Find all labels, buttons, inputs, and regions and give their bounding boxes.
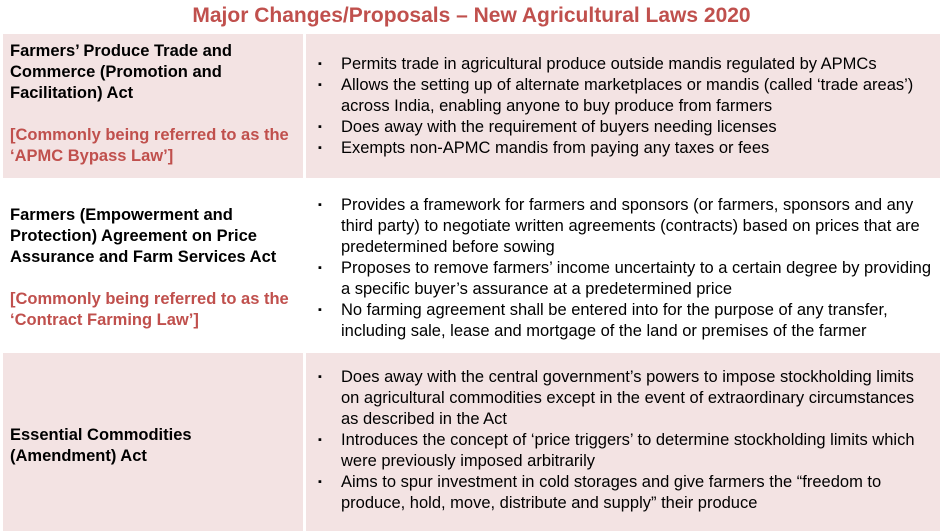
act-cell — [3, 34, 303, 178]
act-alias: [Commonly being referred to as the ‘Contract Farming Law’] — [10, 290, 289, 329]
table-row-apmc-bypass — [3, 34, 940, 178]
changes-list — [316, 195, 932, 342]
point-text: Provides a framework for farmers and sponsors (or farmers, sponsors and any third party) to negotiate written agreements (contracts) based on prices that are predetermined before sowing — [341, 196, 920, 256]
point-text: Allows the setting up of alternate marketplaces or mandis (called ‘trade areas’) across India, enabling anyone to buy produce from farmers — [341, 76, 914, 115]
bullet-icon: ▪ — [318, 262, 322, 274]
changes-cell — [306, 34, 940, 178]
list-item — [316, 138, 932, 159]
list-item — [316, 117, 932, 138]
point-text: Aims to spur investment in cold storages and give farmers the “freedom to produce, hold, move, distribute and supply” their produce — [341, 473, 882, 512]
table-row-contract-farming — [3, 181, 940, 350]
changes-list — [316, 54, 932, 159]
bullet-icon: ▪ — [318, 434, 322, 446]
changes-cell — [306, 353, 940, 531]
act-name: Farmers (Empowerment and Protection) Agreement on Price Assurance and Farm Services Act — [10, 206, 277, 266]
point-text: Does away with the requirement of buyers needing licenses — [341, 118, 777, 136]
list-item — [316, 75, 932, 117]
list-item — [316, 258, 932, 300]
bullet-icon: ▪ — [318, 199, 322, 211]
point-text: No farming agreement shall be entered into for the purpose of any transfer, including sale, lease and mortgage of the land or premises of the farmer — [341, 301, 888, 340]
changes-cell — [306, 181, 940, 350]
bullet-icon: ▪ — [318, 142, 322, 154]
bullet-icon: ▪ — [318, 371, 322, 383]
point-text: Proposes to remove farmers’ income uncertainty to a certain degree by providing a specific buyer’s assurance at a predetermined price — [341, 259, 932, 298]
act-alias: [Commonly being referred to as the ‘APMC Bypass Law’] — [10, 126, 289, 165]
list-item — [316, 430, 932, 472]
bullet-icon: ▪ — [318, 58, 322, 70]
act-cell — [3, 181, 303, 350]
list-item — [316, 472, 932, 514]
bullet-icon: ▪ — [318, 121, 322, 133]
table-row-essential-commodities — [3, 353, 940, 531]
laws-table — [3, 34, 940, 531]
changes-list — [316, 367, 932, 514]
point-text: Introduces the concept of ‘price triggers’ to determine stockholding limits which were previously imposed arbitrarily — [341, 431, 915, 470]
list-item — [316, 195, 932, 258]
bullet-icon: ▪ — [318, 476, 322, 488]
bullet-icon: ▪ — [318, 79, 322, 91]
act-cell — [3, 353, 303, 531]
list-item — [316, 367, 932, 430]
list-item — [316, 54, 932, 75]
act-name: Farmers’ Produce Trade and Commerce (Promotion and Facilitation) Act — [10, 42, 232, 102]
point-text: Permits trade in agricultural produce outside mandis regulated by APMCs — [341, 55, 877, 73]
point-text: Exempts non-APMC mandis from paying any taxes or fees — [341, 139, 770, 157]
list-item — [316, 300, 932, 342]
page-title: Major Changes/Proposals – New Agricultural Laws 2020 — [192, 4, 751, 27]
bullet-icon: ▪ — [318, 304, 322, 316]
point-text: Does away with the central government’s powers to impose stockholding limits on agricultural commodities except in the event of extraordinary circumstances as described in the Act — [341, 368, 915, 428]
act-name: Essential Commodities (Amendment) Act — [10, 425, 192, 465]
